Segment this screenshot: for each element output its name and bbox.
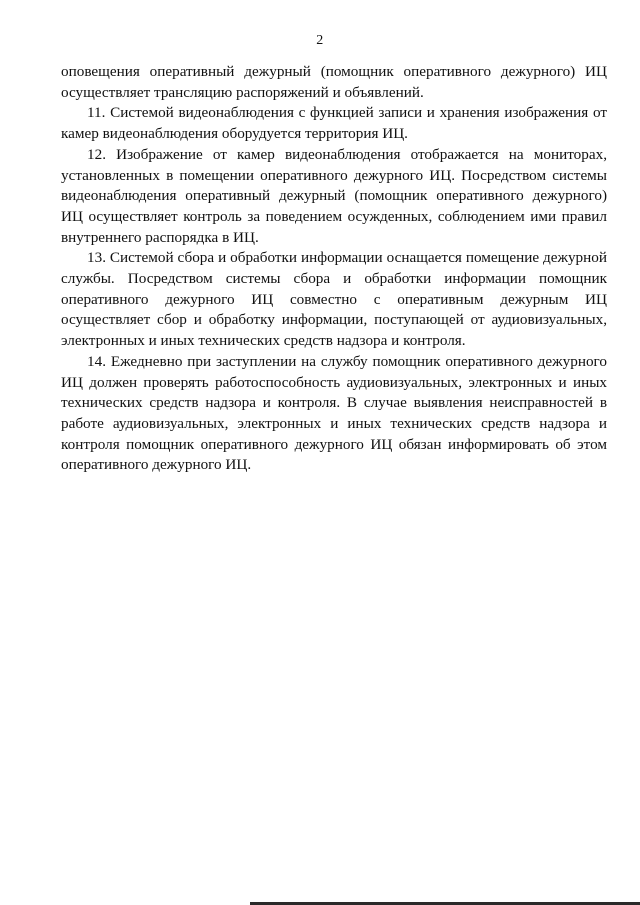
paragraph-continuation: оповещения оперативный дежурный (помощник оперативного дежурного) ИЦ осуществляет трансляцию распоряжений и объявлений. — [61, 63, 607, 101]
document-body — [61, 62, 607, 476]
paragraph-13: 13. Системой сбора и обработки информации оснащается помещение дежурной службы. Посредством системы сбора и обработки информации помощник оперативного дежурного ИЦ совместно с оперативным дежурным ИЦ осуществляет сбор и обработку информации, поступающей от аудиовизуальных, электронных и иных технических средств надзора и контроля. — [61, 249, 607, 350]
paragraph-14: 14. Ежедневно при заступлении на службу помощник оперативного дежурного ИЦ должен проверять работоспособность аудиовизуальных, электронных и иных технических средств надзора и контроля. В случае выявления неисправностей в работе аудиовизуальных, электронных и иных технических средств надзора и контроля помощник оперативного дежурного ИЦ обязан информировать об этом оперативного дежурного ИЦ. — [61, 352, 607, 474]
paragraph-11: 11. Системой видеонаблюдения с функцией записи и хранения изображения от камер видеонаблюдения оборудуется территория ИЦ. — [61, 104, 607, 143]
page-number: 2 — [316, 33, 324, 48]
paragraph-12: 12. Изображение от камер видеонаблюдения отображается на мониторах, установленных в помещении оперативного дежурного ИЦ. Посредством системы видеонаблюдения оперативный дежурный (помощник оперативного дежурного) ИЦ осуществляет контроль за поведением осужденных, соблюдением ими правил внутреннего распорядка в ИЦ. — [61, 145, 607, 246]
